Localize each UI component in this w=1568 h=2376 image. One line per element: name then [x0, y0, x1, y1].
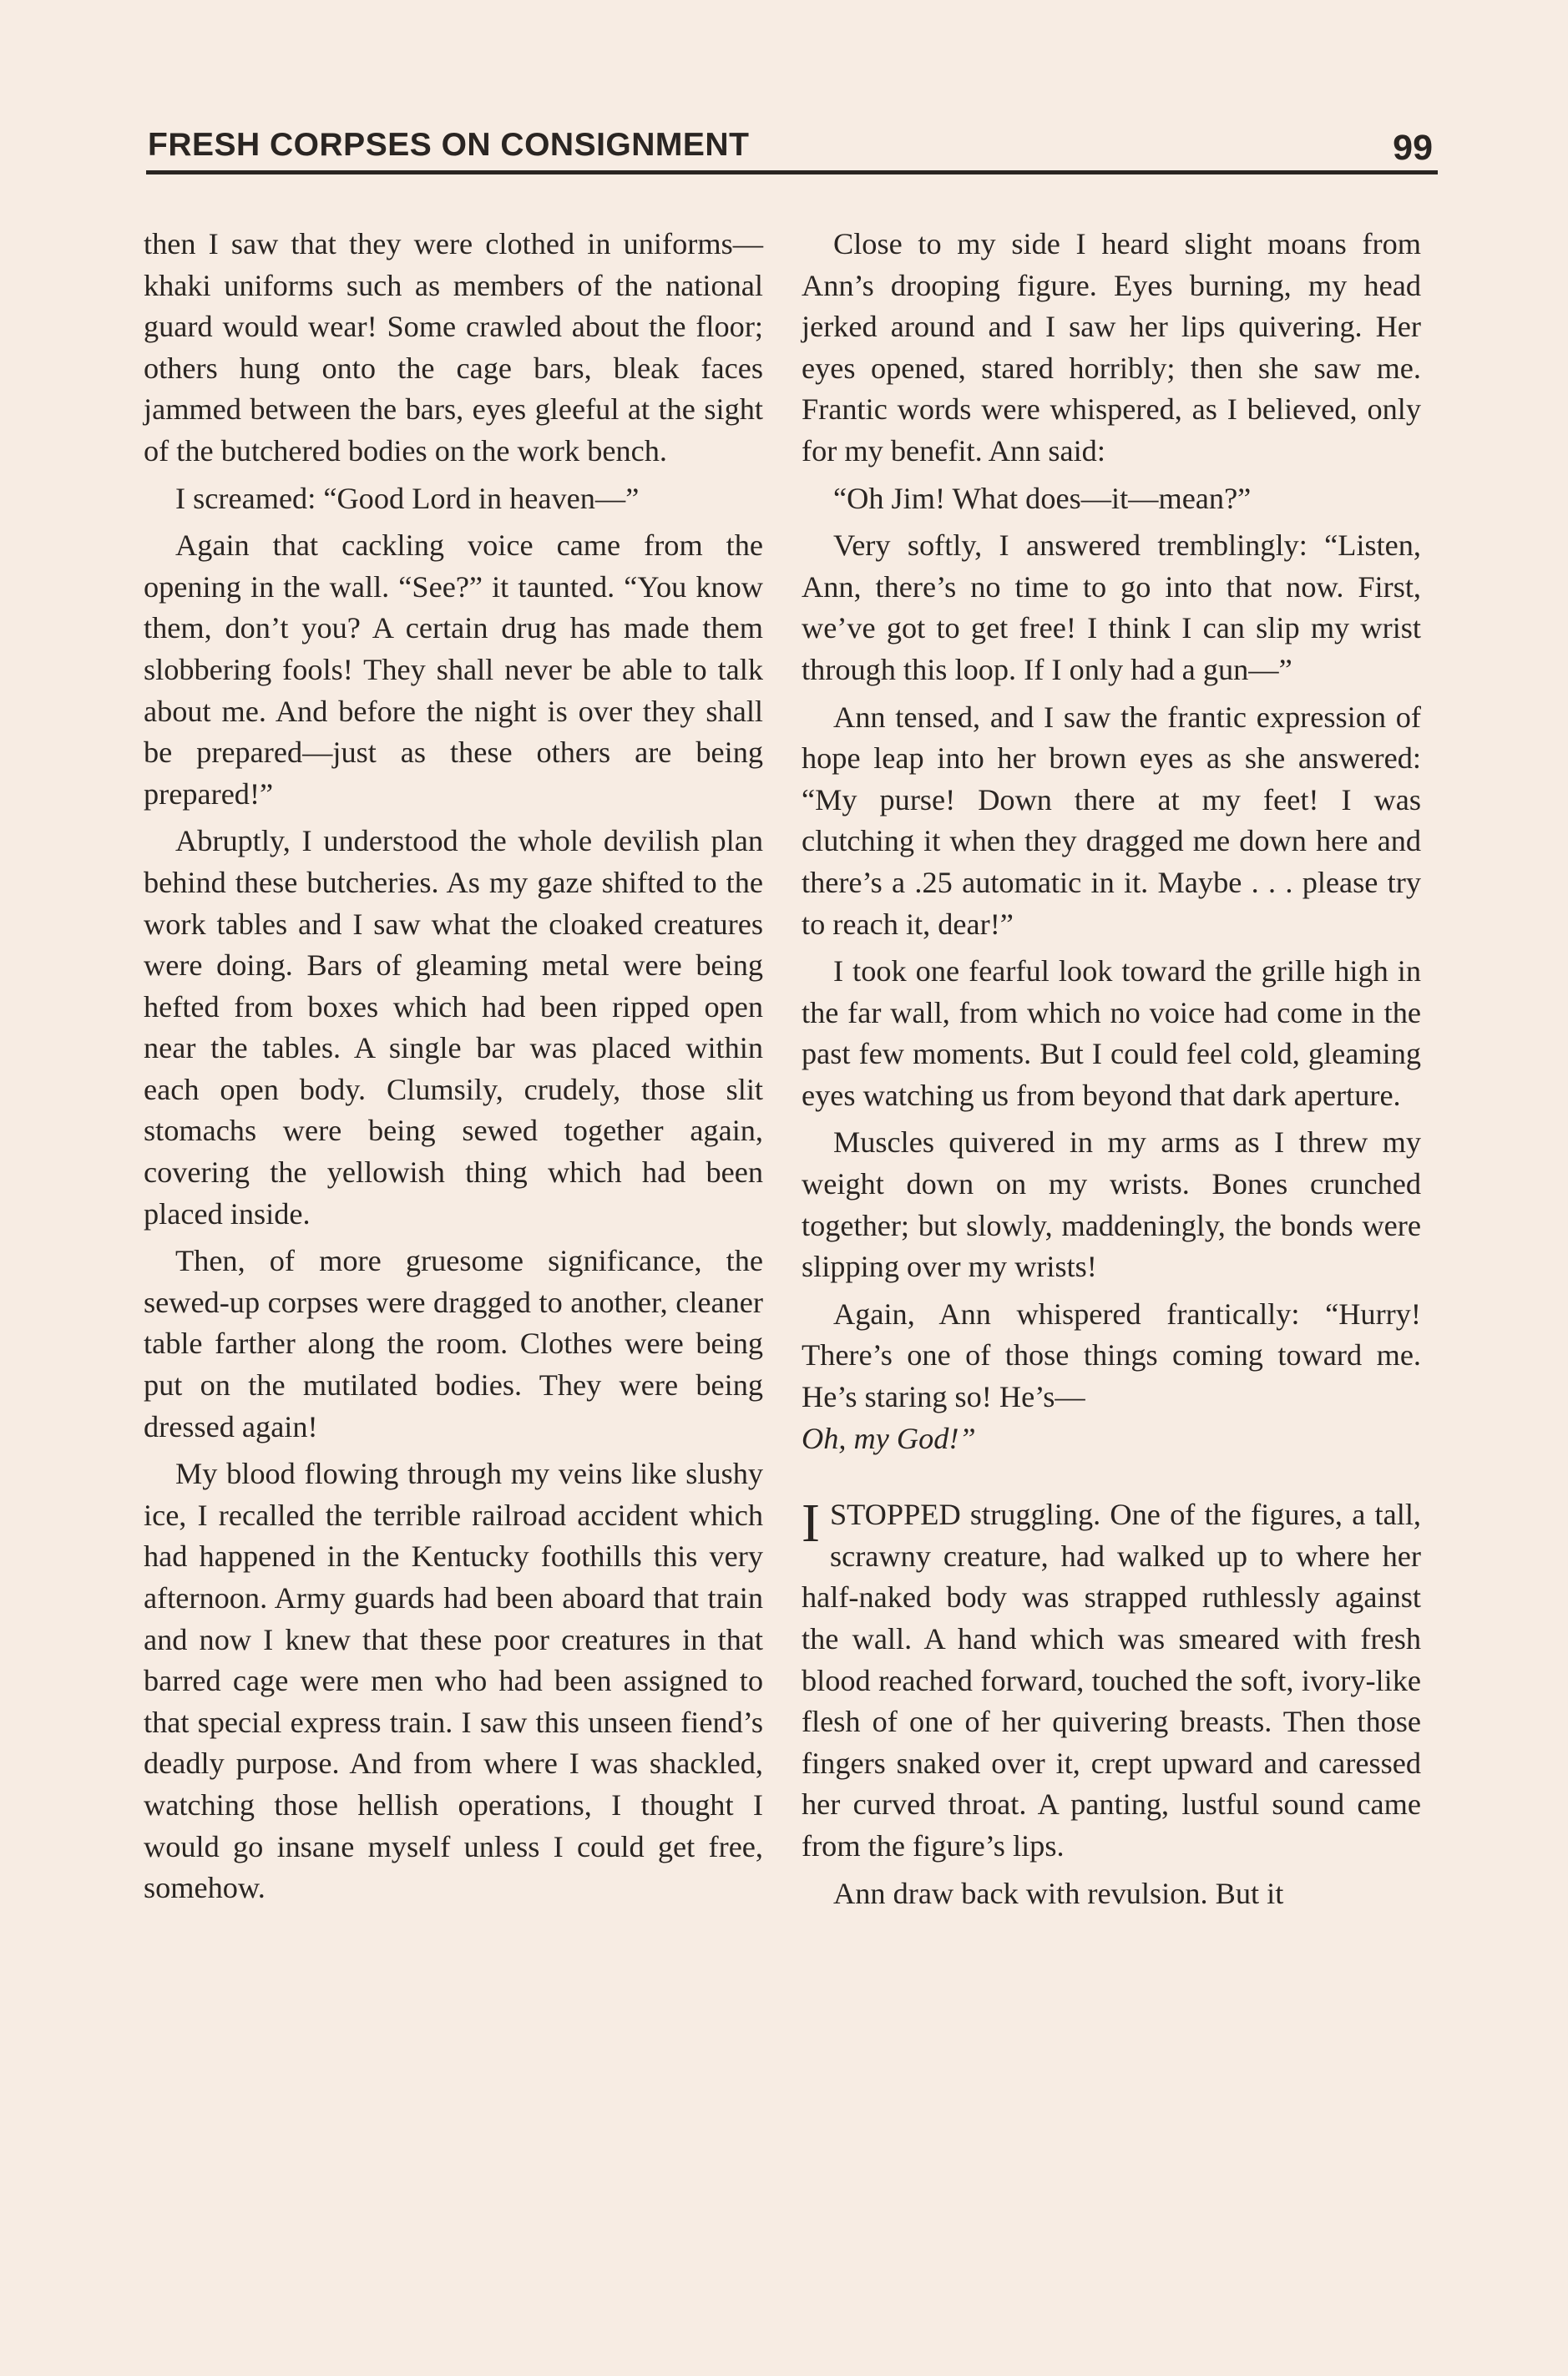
paragraph: then I saw that they were clothed in uniforms—khaki uniforms such as members of the national guard would wear! Some crawled about the floor; others hung onto the cage bars, bleak faces jammed between the bars, eyes gleeful at the sight of the butchered bodies on the work bench. — [144, 227, 763, 468]
paragraph: I screamed: “Good Lord in heaven—” — [175, 481, 640, 515]
right-column — [802, 224, 1421, 1914]
paragraph: I took one fearful look toward the grille high in the far wall, from which no voice had come in the past few moments. But I could feel cold, gleaming eyes watching us from beyond that dark aperture. — [802, 954, 1421, 1112]
lead-in-word: STOPPED — [829, 1498, 961, 1532]
paragraph: My blood flowing through my veins like slushy ice, I recalled the terrible railroad accident which had happened in the Kentucky foothills this very afternoon. Army guards had been aboard that train and now I knew that these poor creatures in that barred cage were men who had been assigned to that special express train. I saw this unseen fiend’s deadly purpose. And from where I was shackled, watching those hellish operations, I thought I would go insane myself unless I could get free, somehow. — [144, 1457, 763, 1905]
page-number: 99 — [1393, 128, 1433, 168]
paragraph-text: Again, Ann whispered frantically: “Hurry! There’s one of those things coming toward me. He’s staring so! He’s— — [802, 1297, 1421, 1414]
section-opening-paragraph — [802, 1494, 1421, 1867]
paragraph: Again that cackling voice came from the opening in the wall. “See?” it taunted. “You know them, don’t you? A certain drug has made them slobbering fools! They shall never be able to talk about me. And before the night is over they shall be prepared—just as these others are being prepared!” — [144, 528, 763, 811]
paragraph — [802, 1294, 1421, 1459]
paragraph: “Oh Jim! What does—it—mean?” — [833, 481, 1252, 515]
left-column — [144, 224, 763, 1915]
italic-exclamation: Oh, my God!” — [802, 1421, 976, 1455]
paragraph: Then, of more gruesome significance, the sewed-up corpses were dragged to another, cleaner table farther along the room. Clothes were being put on the mutilated bodies. They were being dressed again! — [144, 1244, 763, 1443]
paragraph: Ann tensed, and I saw the frantic expression of hope leap into her brown eyes as she answered: “My purse! Down there at my feet! I was clutching it when they dragged me down here and there’s a .25 automatic in it. Maybe . . . please try to reach it, dear!” — [802, 700, 1421, 941]
paragraph: Abruptly, I understood the whole devilish plan behind these butcheries. As my gaze shifted to the work tables and I saw what the cloaked creatures were doing. Bars of gleaming metal were being hefted from boxes which had been ripped open near the tables. A single bar was placed within each open body. Clumsily, crudely, those slit stomachs were being sewed together again, covering the yellowish thing which had been placed inside. — [144, 824, 763, 1231]
running-head-title: FRESH CORPSES ON CONSIGNMENT — [148, 127, 750, 163]
paragraph: Ann draw back with revulsion. But it — [833, 1876, 1284, 1910]
page-header — [146, 122, 1438, 174]
drop-cap: I — [802, 1493, 820, 1555]
paragraph: Muscles quivered in my arms as I threw my weight down on my wrists. Bones crunched together; but slowly, maddeningly, the bonds were slipping over my wrists! — [802, 1125, 1421, 1284]
paragraph: Close to my side I heard slight moans from Ann’s drooping figure. Eyes burning, my head jerked around and I saw her lips quivering. Her eyes opened, stared horribly; then she saw me. Frantic words were whispered, as I believed, only for my benefit. Ann said: — [802, 227, 1421, 468]
paragraph-text: struggling. One of the figures, a tall, scrawny creature, had walked up to where her half-naked body was strapped ruthlessly against the wall. A hand which was smeared with fresh blood reached forward, touched the soft, ivory-like flesh of one of her quivering breasts. Then those fingers snaked over it, crept upward and caressed her curved throat. A panting, lustful sound came from the figure’s lips. — [802, 1498, 1421, 1863]
paragraph: Very softly, I answered tremblingly: “Listen, Ann, there’s no time to go into that now. First, we’ve got to get free! I think I can slip my wrist through this loop. If I only had a gun—” — [802, 528, 1421, 686]
